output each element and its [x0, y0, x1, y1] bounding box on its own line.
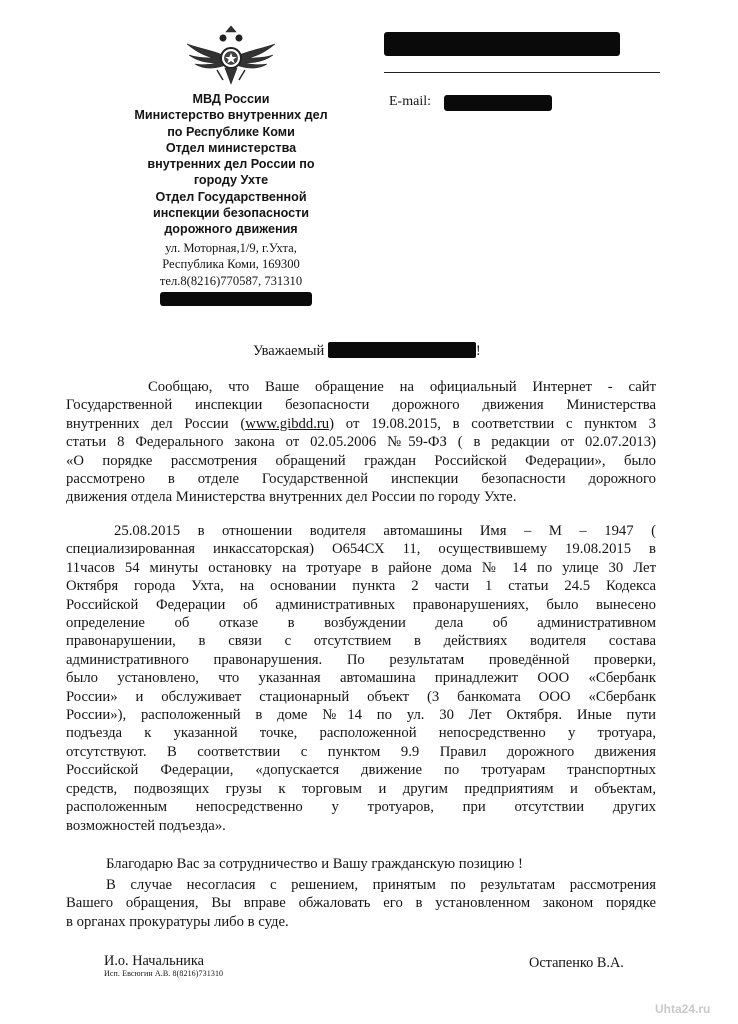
text-line: В случае несогласия с решением, принятым по результатам рассмотрения [106, 877, 656, 893]
text-line: России»), расположенный в доме №14 по ул. 30 Лет Октября. Иные пути [66, 707, 656, 724]
org-line: городу Ухте [193, 173, 269, 188]
salutation [253, 342, 481, 360]
text-line: Российской Федерации, «допускается движение по тротуарам транспортных [66, 762, 656, 779]
signature-title: И.о. Начальника [104, 953, 204, 969]
text-line: движения отдела Министерства внутренних дел России по городу Ухте. [66, 489, 517, 506]
salutation-suffix: ! [475, 343, 481, 359]
text-line: 11часов 54 минуты остановку на тротуаре в районе дома № 14 по улице 30 Лет [66, 559, 656, 576]
text-line: расположенным непосредственно у тротуаров, при отсутствии других [66, 799, 656, 816]
text-line: возможностей подъезда». [66, 817, 226, 834]
org-line: МВД России [192, 92, 270, 106]
org-line: инспекции безопасности [152, 206, 310, 221]
org-line: по Республике Коми [167, 124, 295, 139]
address-line: Республика Коми, 169300 [162, 257, 300, 272]
text-line: в органах прокуратуры либо в суде. [66, 913, 289, 930]
recipient-redaction [384, 32, 620, 56]
address-line: ул. Моторная,1/9, г.Ухта, [165, 241, 297, 255]
paragraph-4 [66, 876, 656, 931]
org-line: внутренних дел России по [147, 157, 315, 172]
email-label: E-mail: [389, 94, 431, 109]
executor-note: Исп. Евсюгин А.В. 8(8216)731310 [104, 969, 224, 978]
name-redaction [328, 342, 476, 358]
text-line: статьи 8 Федерального закона от 02.05.2006 №59-ФЗ ( в редакции от 02.07.2013) [66, 434, 656, 451]
address-line: тел.8(8216)770587, 731310 [159, 273, 303, 288]
text-line: Сообщаю, что Ваше обращение на официальный Интернет - сайт [148, 379, 656, 395]
text-line: отсутствуют. В соответствии с пунктом 9.9 Правил дорожного движения [66, 743, 656, 760]
text-line: Октября города Ухта, на основании пункта 2 части 1 статьи 24.5 Кодекса [66, 578, 656, 595]
gibdd-link[interactable]: www.gibdd.ru [245, 415, 330, 432]
salutation-prefix: Уважаемый [253, 343, 325, 359]
text-line: внутренних дел России (www.gibdd.ru) от 19.08.2015, в соответствии с пунктом 3 [66, 415, 656, 432]
text-line: специализированная инкассаторская) О654СХ 11, осуществившему 19.08.2015 в [66, 541, 656, 558]
org-line: Министерство внутренних дел [134, 108, 328, 123]
text-line: было установлено, что указанная автомашина принадлежит ООО «Сбербанк [66, 670, 656, 687]
text-line: Благодарю Вас за сотрудничество и Вашу гражданскую позицию ! [106, 856, 523, 872]
text-line: Вашего обращения, Вы вправе обжаловать его в установленном законом порядке [66, 895, 656, 912]
letterhead-address [130, 240, 332, 289]
mvd-emblem-icon [183, 22, 279, 88]
text-line: подъезда к указанной точке, расположенной непосредственно у тротуара, [66, 725, 656, 742]
text-line: правонарушении, в связи с отсутствием в действиях водителя состава [66, 633, 656, 650]
org-line: Отдел Государственной [155, 189, 307, 204]
text-line: Российской Федерации об административных правонарушениях, было вынесено [66, 596, 656, 613]
recipient-rule [384, 72, 660, 73]
redacted-block [160, 292, 312, 306]
org-line: Отдел министерства [165, 140, 297, 155]
paragraph-3 [66, 855, 656, 873]
text-line: России» и обслуживает стационарный объект (3 банкомата ООО «Сбербанк [66, 688, 656, 705]
letterhead-org [104, 91, 358, 238]
paragraph-2 [66, 522, 656, 835]
text-line: определение об отказе в возбуждении дела об административном [66, 615, 656, 632]
email-redaction [444, 95, 552, 111]
text-line: рассмотрено в отделе Государственной инспекции безопасности дорожного [66, 471, 656, 488]
text-line: Государственной инспекции безопасности дорожного движения Министерства [66, 397, 656, 414]
text-line: административного правонарушения. По результатам проведённой проверки, [66, 651, 656, 668]
paragraph-1 [66, 378, 656, 507]
signatory-name: Остапенко В.А. [529, 955, 624, 971]
text-line: «О порядке рассмотрения обращений граждан Российской Федерации», было [66, 452, 656, 469]
text-line: средств, подвозящих грузы к торговым и другим предприятиям и объектам, [66, 780, 656, 797]
org-line: дорожного движения [164, 222, 298, 237]
site-watermark: Uhta24.ru [655, 1002, 711, 1016]
text-line: 25.08.2015 в отношении водителя автомашины Имя – М – 1947 ( [114, 523, 656, 539]
